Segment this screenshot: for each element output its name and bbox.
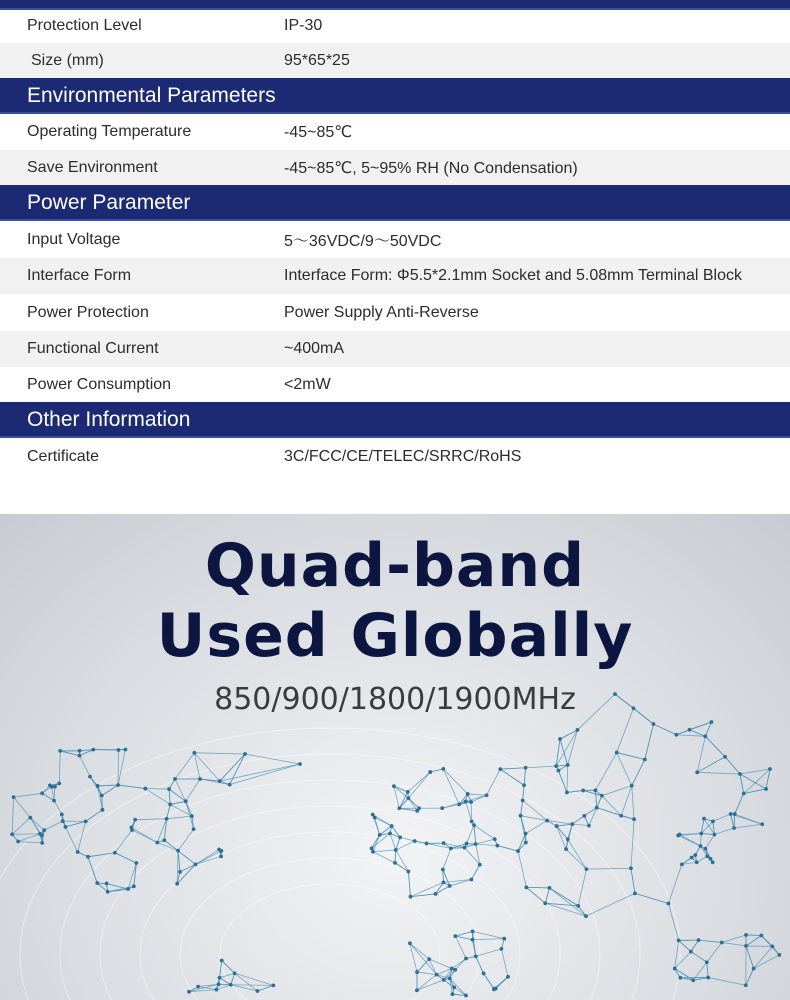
quad-band-banner: [0, 514, 790, 1000]
spec-row: [0, 331, 790, 367]
spec-label: Operating Temperature: [27, 123, 192, 140]
spec-row: [0, 221, 790, 258]
section-header-power: Power Parameter: [0, 185, 790, 221]
spec-value: Interface Form: Φ5.5*2.1mm Socket and 5.08mm Terminal Block: [284, 267, 742, 284]
spec-row: [0, 43, 790, 78]
hero-title-line1: Quad-band: [204, 531, 586, 601]
spec-row: [0, 294, 790, 331]
spec-label: Power Protection: [27, 303, 149, 321]
spec-value: -45~85℃, 5~95% RH (No Condensation): [284, 159, 578, 177]
section-header-other: Other Information: [0, 402, 790, 438]
spec-value: 95*65*25: [284, 51, 350, 69]
spec-label: Size (mm): [31, 51, 104, 69]
spec-value: <2mW: [284, 375, 331, 393]
spec-value: 5～36VDC/9～50VDC: [284, 233, 442, 250]
spec-value: -45~85℃: [284, 124, 353, 141]
spec-label: Certificate: [27, 448, 100, 465]
spec-label: Interface Form: [27, 267, 132, 284]
hero-frequency-bands: 850/900/1800/1900MHz: [214, 682, 576, 717]
spec-row: [0, 438, 790, 476]
hero-title-line2: Used Globally: [156, 601, 634, 671]
spec-value: 3C/FCC/CE/TELEC/SRRC/RoHS: [284, 448, 522, 465]
spec-value: Power Supply Anti-Reverse: [284, 303, 479, 321]
spec-label: Protection Level: [27, 17, 142, 34]
spec-row: [0, 258, 790, 294]
spec-value: ~400mA: [284, 340, 345, 357]
spec-row: [0, 114, 790, 150]
spec-row: [0, 367, 790, 402]
spec-row: [0, 150, 790, 185]
section-header-environmental: Environmental Parameters: [0, 78, 790, 114]
spec-label: Save Environment: [27, 158, 158, 176]
spec-label: Input Voltage: [27, 230, 121, 248]
spec-row: [0, 9, 790, 43]
spec-value: IP-30: [284, 17, 323, 34]
spec-label: Functional Current: [27, 340, 159, 357]
spec-label: Power Consumption: [27, 375, 172, 393]
